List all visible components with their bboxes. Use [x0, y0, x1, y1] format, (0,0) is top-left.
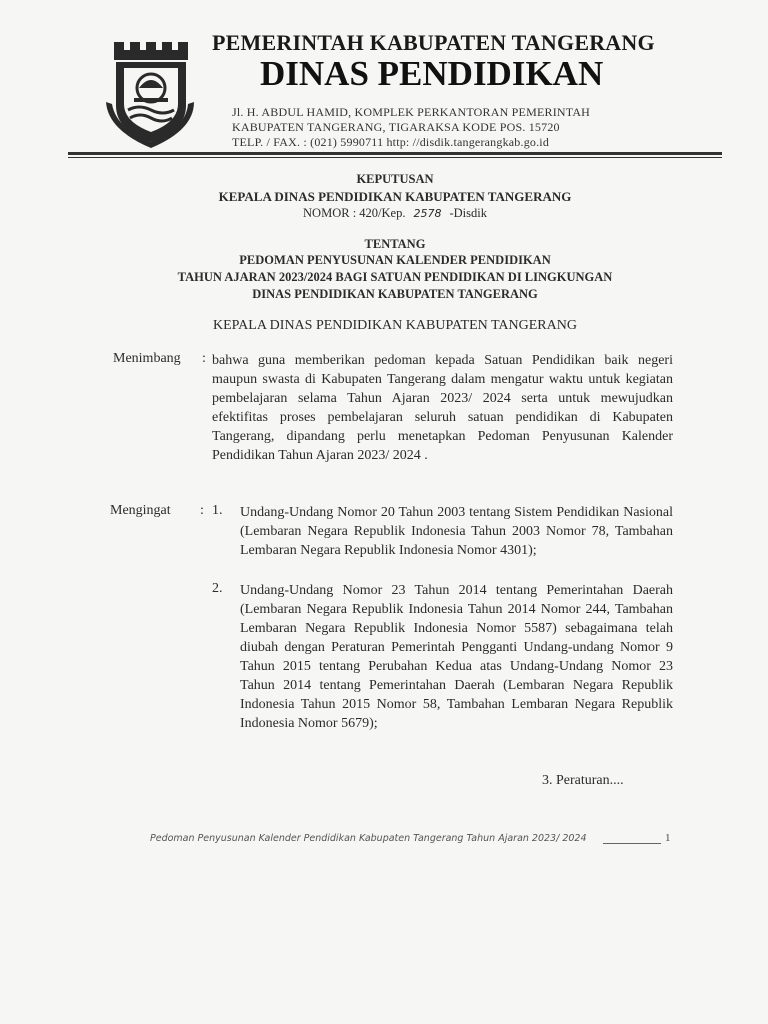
- decree-number-prefix: NOMOR : 420/Kep.: [303, 206, 406, 220]
- letterhead-thin-rule: [68, 157, 722, 158]
- address-line-3: TELP. / FAX. : (021) 5990711 http: //disdik.tangerangkab.go.id: [232, 135, 550, 149]
- agency-name: DINAS PENDIDIKAN: [260, 54, 604, 93]
- decree-number-handwritten: 2578: [413, 207, 442, 220]
- address-line-1: Jl. H. ABDUL HAMID, KOMPLEK PERKANTORAN PEMERINTAH: [232, 105, 591, 119]
- mengingat-colon: :: [200, 503, 204, 518]
- government-name: PEMERINTAH KABUPATEN TANGERANG: [212, 30, 655, 55]
- letterhead-thick-rule: [68, 152, 722, 155]
- page-number: 1: [665, 832, 671, 844]
- mengingat-item-number: 1.: [212, 503, 223, 518]
- mengingat-item-number: 2.: [212, 581, 223, 596]
- decree-issuer: KEPALA DINAS PENDIDIKAN KABUPATEN TANGERANG: [218, 189, 572, 204]
- menimbang-text: bahwa guna memberikan pedoman kepada Satuan Pendidikan baik negeri maupun swasta di Kabupaten Tangerang dalam mengatur waktu untuk kegiatan pembelajaran selama Tahun Ajaran 2023/ 2024 serta untuk mewujudkan efektifitas proses pembelajaran seluruh satuan pendidikan di Kabupaten Tangerang, dipandang perlu menetapkan Pedoman Penyusunan Kalender Pendidikan Tahun Ajaran 2023/ 2024 .: [212, 353, 673, 463]
- decree-title: KEPUTUSAN: [356, 172, 434, 186]
- menimbang-colon: :: [202, 351, 206, 366]
- subject-line-2: TAHUN AJARAN 2023/2024 BAGI SATUAN PENDIDIKAN DI LINGKUNGAN: [177, 270, 613, 284]
- page-footer: Pedoman Penyusunan Kalender Pendidikan Kabupaten Tangerang Tahun Ajaran 2023/ 2024: [150, 833, 587, 844]
- about-heading: TENTANG: [364, 237, 426, 251]
- footer-rule: [603, 843, 661, 844]
- decree-number-suffix: -Disdik: [449, 206, 487, 220]
- mengingat-item-text: Undang-Undang Nomor 20 Tahun 2003 tentang Sistem Pendidikan Nasional (Lembaran Negara Republik Indonesia Tahun 2003 Nomor 78, Tambahan Lembaran Negara Republik Indonesia Nomor 4301);: [240, 505, 673, 558]
- subject-line-3: DINAS PENDIDIKAN KABUPATEN TANGERANG: [252, 287, 538, 301]
- regency-seal-logo: [104, 38, 196, 150]
- subject-line-1: PEDOMAN PENYUSUNAN KALENDER PENDIDIKAN: [239, 253, 551, 267]
- mengingat-item-text: Undang-Undang Nomor 23 Tahun 2014 tentang Pemerintahan Daerah (Lembaran Negara Republik Indonesia Tahun 2014 Nomor 244, Tambahan Lembaran Negara Republik Indonesia Nomor 5587) sebagaimana telah diubah dengan Peraturan Pemerintah Pengganti Undang-undang Nomor 9 Tahun 2015 tentang Perubahan Kedua atas Undang-Undang Nomor 23 Tahun 2014 tentang Pemerintahan Daerah (Lembaran Negara Republik Indonesia Tahun 2015 Nomor 58, Tambahan Lembaran Negara Republik Indonesia Nomor 5679);: [240, 583, 673, 731]
- decree-number: [60, 206, 730, 221]
- address-line-2: KABUPATEN TANGERANG, TIGARAKSA KODE POS. 15720: [232, 120, 560, 134]
- mengingat-label: Mengingat: [110, 503, 171, 518]
- menimbang-label: Menimbang: [113, 351, 181, 366]
- signatory-heading: KEPALA DINAS PENDIDIKAN KABUPATEN TANGERANG: [213, 318, 577, 333]
- continuation-marker: 3. Peraturan....: [542, 773, 624, 788]
